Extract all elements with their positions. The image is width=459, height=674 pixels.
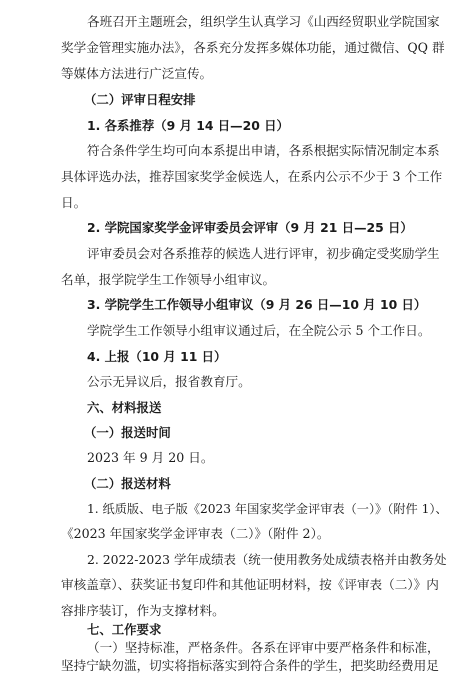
step4-line-1: 公示无异议后，报省教育厅。 bbox=[87, 374, 251, 389]
step2-line-2: 名单，报学院学生工作领导小组审议。 bbox=[61, 272, 276, 287]
material-1-line-1: 1. 纸质版、电子版《2023 年国家奖学金评审表（一）》（附件 1）、 bbox=[87, 502, 448, 516]
material-2-line-2: 审核盖章）、获奖证书复印件和其他证明材料，按《评审表（二）》内 bbox=[61, 577, 439, 592]
step1-line-1: 符合条件学生均可向本系提出申请，各系根据实际情况制定本系 bbox=[87, 143, 440, 158]
section-requirements-heading: 七、工作要求 bbox=[87, 622, 162, 637]
section-materials-heading: 六、材料报送 bbox=[87, 400, 162, 415]
material-2-line-3: 容排序装订，作为支撑材料。 bbox=[61, 603, 225, 618]
materials-date: 2023 年 9 月 20 日。 bbox=[87, 450, 214, 465]
material-1-line-2: 《2023 年国家奖学金评审表（二）》（附件 2）。 bbox=[61, 526, 330, 541]
step3-line-1: 学院学生工作领导小组审议通过后，在全院公示 5 个工作日。 bbox=[87, 323, 431, 338]
step2-line-1: 评审委员会对各系推荐的候选人进行评审，初步确定受奖励学生 bbox=[87, 246, 440, 261]
section-schedule-heading: （二）评审日程安排 bbox=[84, 92, 196, 107]
step4-heading: 4. 上报（10 月 11 日） bbox=[87, 349, 227, 364]
intro-line-3: 等媒体方法进行广泛宣传。 bbox=[61, 66, 213, 81]
step3-heading: 3. 学院学生工作领导小组审议（9 月 26 日—10 月 10 日） bbox=[87, 297, 427, 312]
requirement-1-line-1: （一）坚持标准，严格条件。各系在评审中要严格条件和标准， bbox=[87, 640, 440, 655]
requirement-1-line-2: 坚持宁缺勿滥，切实将指标落实到符合条件的学生，把奖助经费用足 bbox=[61, 658, 439, 673]
intro-line-1: 各班召开主题班会，组织学生认真学习《山西经贸职业学院国家 bbox=[87, 14, 440, 29]
materials-time-heading: （一）报送时间 bbox=[84, 425, 171, 440]
material-2-line-1: 2. 2022-2023 学年成绩表（统一使用教务处成绩表格并由教务处 bbox=[87, 552, 447, 567]
step1-line-3: 日。 bbox=[61, 195, 87, 210]
intro-line-2: 奖学金管理实施办法》，各系充分发挥多媒体功能，通过微信、QQ 群 bbox=[61, 40, 445, 55]
materials-list-heading: （二）报送材料 bbox=[84, 476, 171, 491]
step2-heading: 2. 学院国家奖学金评审委员会评审（9 月 21 日—25 日） bbox=[87, 220, 413, 235]
step1-line-2: 具体评选办法，推荐国家奖学金候选人，在系内公示不少于 3 个工作 bbox=[61, 169, 443, 184]
step1-heading: 1. 各系推荐（9 月 14 日—20 日） bbox=[87, 118, 289, 133]
